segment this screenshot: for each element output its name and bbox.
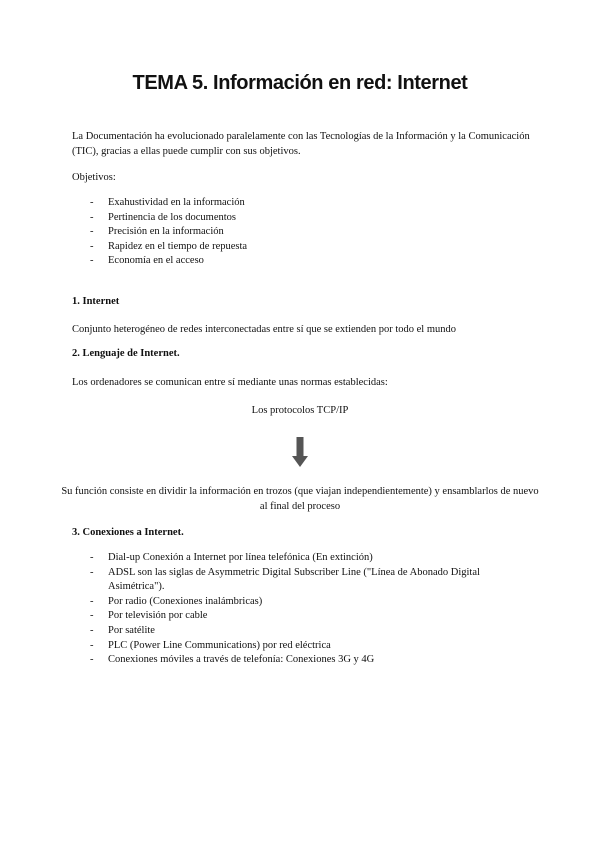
dash-bullet: - [90,595,94,607]
function-description: Su función consiste en dividir la información en trozos (que viajan independientemente) y ensamblarlos de nuevo al final del proceso [61,486,539,512]
dash-bullet: - [90,566,94,578]
list-item: - Economía en el acceso [72,254,532,269]
list-item: - Por satélite [72,624,532,639]
dash-bullet: - [90,255,94,267]
list-item: - Por televisión por cable [72,609,532,624]
page-title: TEMA 5. Información en red: Internet [132,72,468,94]
dash-bullet: - [90,226,94,238]
section-heading-language: 2. Lenguaje de Internet. [72,348,180,359]
list-item: - Precisión en la información [72,225,532,240]
dash-bullet: - [90,624,94,636]
dash-bullet: - [90,639,94,651]
list-item: - Rapidez en el tiempo de repuesta [72,240,532,255]
dash-bullet: - [90,197,94,208]
list-item: - Pertinencia de los documentos [72,211,532,226]
intro-paragraph: La Documentación ha evolucionado paralelamente con las Tecnologías de la Información y la Comunicación (TIC), gracias a ellas puede cumplir con sus objetivos. [72,131,530,157]
internet-definition: Conjunto heterogéneo de redes interconectadas entre sí que se extienden por todo el mundo [72,324,456,335]
objectives-list [72,196,532,269]
section-heading-internet: 1. Internet [72,296,120,307]
down-arrow-icon [292,437,308,467]
list-item: - Dial-up Conexión a Internet por línea telefónica (En extinción) [72,551,532,566]
list-item: - Por radio (Conexiones inalámbricas) [72,595,532,610]
list-item: - Exahustividad en la información [72,196,532,211]
connections-list [72,551,532,668]
dash-bullet: - [90,211,94,223]
list-item: - ADSL son las siglas de Asymmetric Digital Subscriber Line ("Línea de Abonado Digital Asimétrica"). [90,566,480,593]
section-heading-connections: 3. Conexiones a Internet. [72,527,184,538]
dash-bullet: - [90,654,94,666]
dash-bullet: - [90,240,94,252]
list-item: - PLC (Power Line Communications) por red eléctrica [72,639,532,654]
list-item: - Conexiones móviles a través de telefonía: Conexiones 3G y 4G [72,653,532,668]
dash-bullet: - [90,610,94,622]
objectives-label: Objetivos: [72,172,116,183]
protocols-label: Los protocolos TCP/IP [251,405,349,416]
dash-bullet: - [90,552,94,563]
language-text: Los ordenadores se comunican entre sí mediante unas normas establecidas: [72,377,388,388]
